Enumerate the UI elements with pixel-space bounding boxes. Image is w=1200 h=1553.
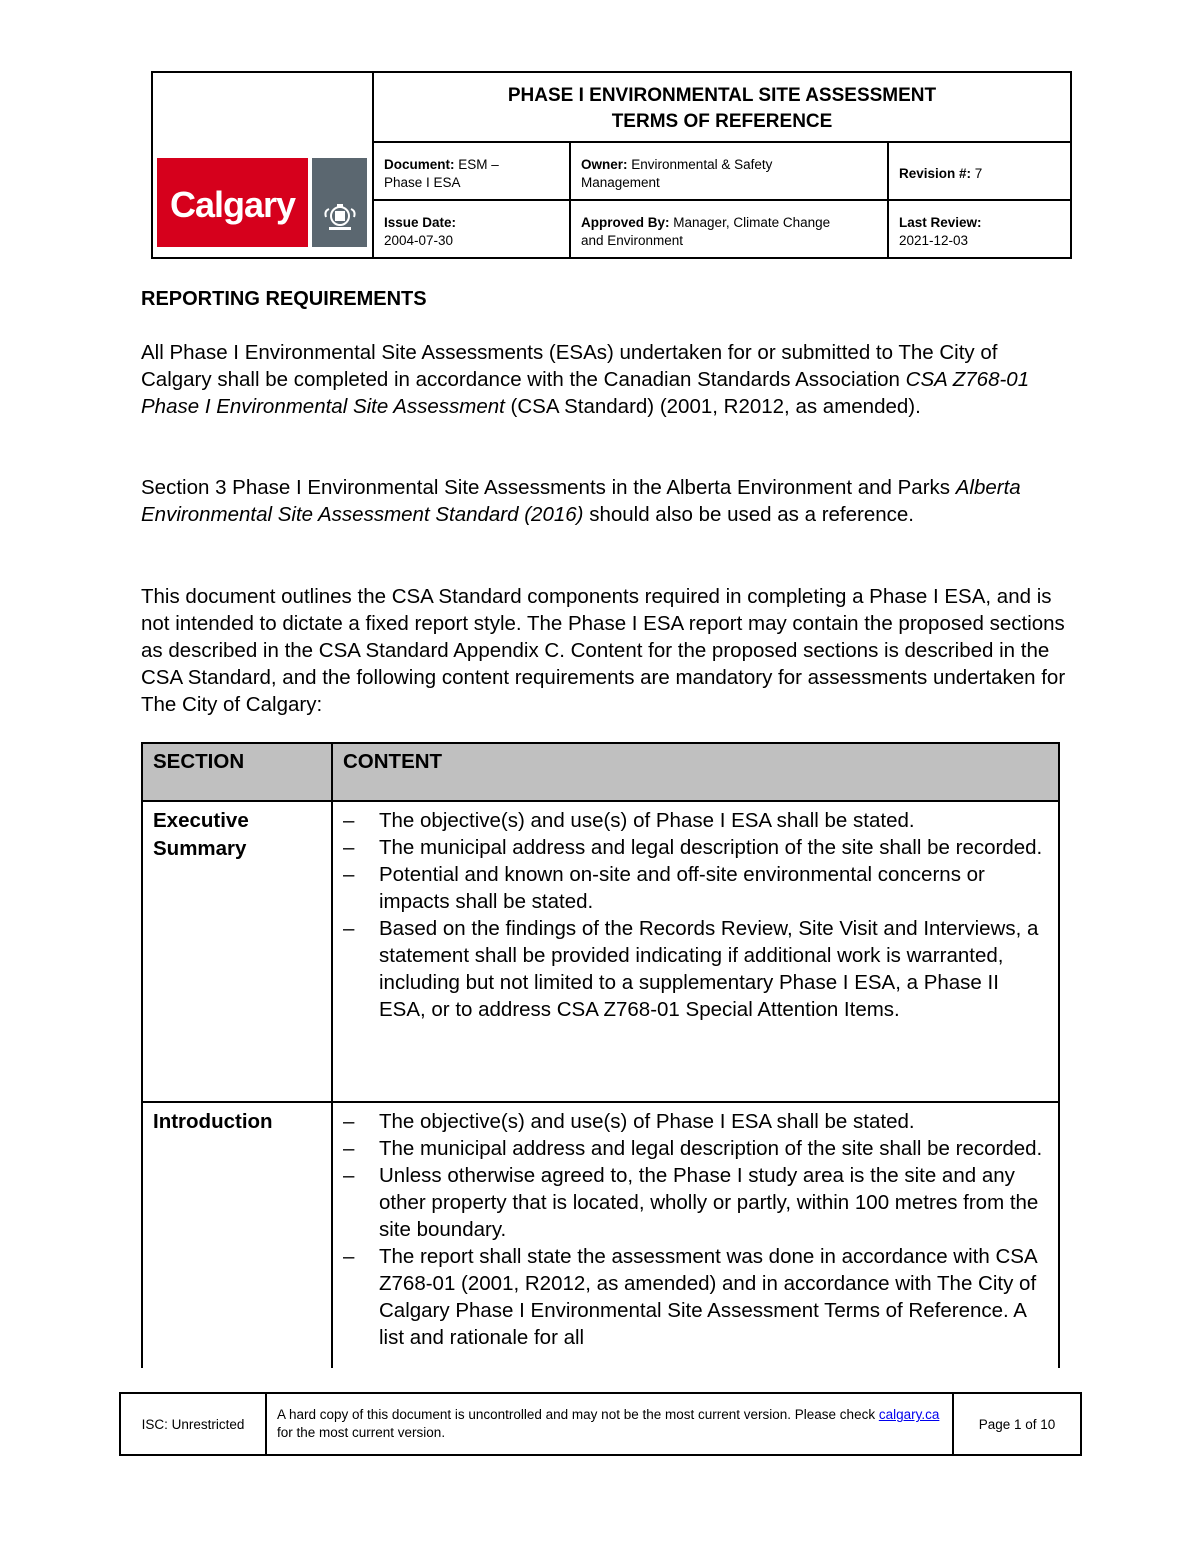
document-header [151, 71, 1072, 259]
issue-date-label: Issue Date: [384, 215, 457, 230]
column-header-section: SECTION [143, 744, 333, 800]
title-line-1: PHASE I ENVIRONMENTAL SITE ASSESSMENT [507, 85, 937, 106]
revision-label: Revision #: [899, 166, 972, 181]
paragraph-2-text-b: should also be used as a reference. [583, 503, 914, 526]
list-item: – Potential and known on-site and off-site environmental concerns or impacts shall be stated. [343, 861, 1048, 915]
paragraph-1-text-a: All Phase I Environmental Site Assessments (ESAs) undertaken for or submitted to The City of Calgary shall be completed in accordance with the Canadian Standards Association [141, 341, 998, 391]
logo-cell [153, 73, 374, 257]
paragraph-1-text-b: (CSA Standard) (2001, R2012, as amended). [504, 395, 921, 418]
requirements-list [343, 1108, 1048, 1351]
content-cell [333, 1103, 1058, 1368]
list-item: – Unless otherwise agreed to, the Phase I study area is the site and any other property that is located, wholly or partly, within 100 metres from the site boundary. [343, 1162, 1048, 1243]
document-title [374, 73, 1070, 143]
last-review-cell [887, 201, 1070, 257]
calgary-link[interactable]: calgary.ca [878, 1407, 940, 1422]
table-header-row [143, 744, 1058, 802]
list-item: – The objective(s) and use(s) of Phase I ESA shall be stated. [343, 807, 1048, 834]
revision-cell [887, 143, 1070, 199]
section-name-executive-summary [143, 802, 333, 1101]
paragraph-2-citation: Alberta Environmental Site Assessment Standard (2016) [141, 476, 1021, 526]
document-value-1: ESM – [458, 157, 499, 172]
section-heading: REPORTING REQUIREMENTS [141, 288, 427, 310]
approved-by-cell [569, 201, 887, 257]
list-item: – Based on the findings of the Records Review, Site Visit and Interviews, a statement shall be provided indicating if additional work is warranted, including but not limited to a supplementary Phase I ESA, a Phase II ESA, or to address CSA Z768-01 Special Attention Items. [343, 915, 1048, 1023]
issue-date-cell [374, 201, 569, 257]
last-review-label: Last Review: [899, 215, 982, 230]
document-label: Document: [384, 157, 455, 172]
paragraph-2 [141, 474, 1071, 528]
section-name-line-1: Executive [153, 809, 249, 832]
note-text-a: A hard copy of this document is uncontrolled and may not be the most current version. Please check [277, 1407, 879, 1422]
last-review-value: 2021-12-03 [899, 233, 969, 248]
requirements-table [141, 742, 1060, 1368]
table-row [143, 802, 1058, 1103]
requirements-list [343, 807, 1048, 1023]
document-value-2: Phase I ESA [384, 175, 461, 190]
uncontrolled-copy-note [267, 1394, 954, 1454]
note-text-b: for the most current version. [277, 1425, 446, 1440]
title-line-2: TERMS OF REFERENCE [611, 111, 833, 132]
security-classification: ISC: Unrestricted [121, 1394, 267, 1454]
section-name-introduction: Introduction [143, 1103, 333, 1368]
owner-value-1: Environmental & Safety [631, 157, 773, 172]
page-number: Page 1 of 10 [978, 1416, 1056, 1432]
paragraph-1-citation: CSA Z768-01 Phase I Environmental Site Assessment [141, 368, 1030, 418]
section-name-line-2: Summary [153, 837, 247, 860]
paragraph-1 [141, 339, 1071, 420]
city-crest-icon [312, 158, 367, 247]
paragraph-2-text-a: Section 3 Phase I Environmental Site Assessments in the Alberta Environment and Parks [141, 476, 956, 499]
owner-label: Owner: [581, 157, 628, 172]
document-footer [119, 1392, 1082, 1456]
content-cell [333, 802, 1058, 1101]
paragraph-3: This document outlines the CSA Standard components required in completing a Phase I ESA, and is not intended to dictate a fixed report style. The Phase I ESA report may contain the proposed sections as described in the CSA Standard Appendix C. Content for the proposed sections is described in the CSA Standard, and the following content requirements are mandatory for assessments undertaken for The City of Calgary: [141, 585, 1066, 716]
calgary-logo: Calgary [157, 158, 308, 247]
list-item: – The objective(s) and use(s) of Phase I ESA shall be stated. [343, 1108, 1048, 1135]
list-item: – The municipal address and legal description of the site shall be recorded. [343, 834, 1048, 861]
revision-value: 7 [974, 166, 983, 181]
approved-by-value-2: and Environment [581, 233, 684, 248]
owner-value-2: Management [581, 175, 660, 190]
table-row [143, 1103, 1058, 1368]
list-item: – The report shall state the assessment was done in accordance with CSA Z768-01 (2001, R2012, as amended) and in accordance with The City of Calgary Phase I Environmental Site Assessment Terms of Reference. A list and rationale for all [343, 1243, 1048, 1351]
issue-date-value: 2004-07-30 [384, 233, 454, 248]
approved-by-label: Approved By: [581, 215, 670, 230]
approved-by-value-1: Manager, Climate Change [673, 215, 831, 230]
list-item: – The municipal address and legal description of the site shall be recorded. [343, 1135, 1048, 1162]
owner-cell [569, 143, 887, 199]
column-header-content: CONTENT [343, 750, 443, 773]
document-cell [374, 143, 569, 199]
